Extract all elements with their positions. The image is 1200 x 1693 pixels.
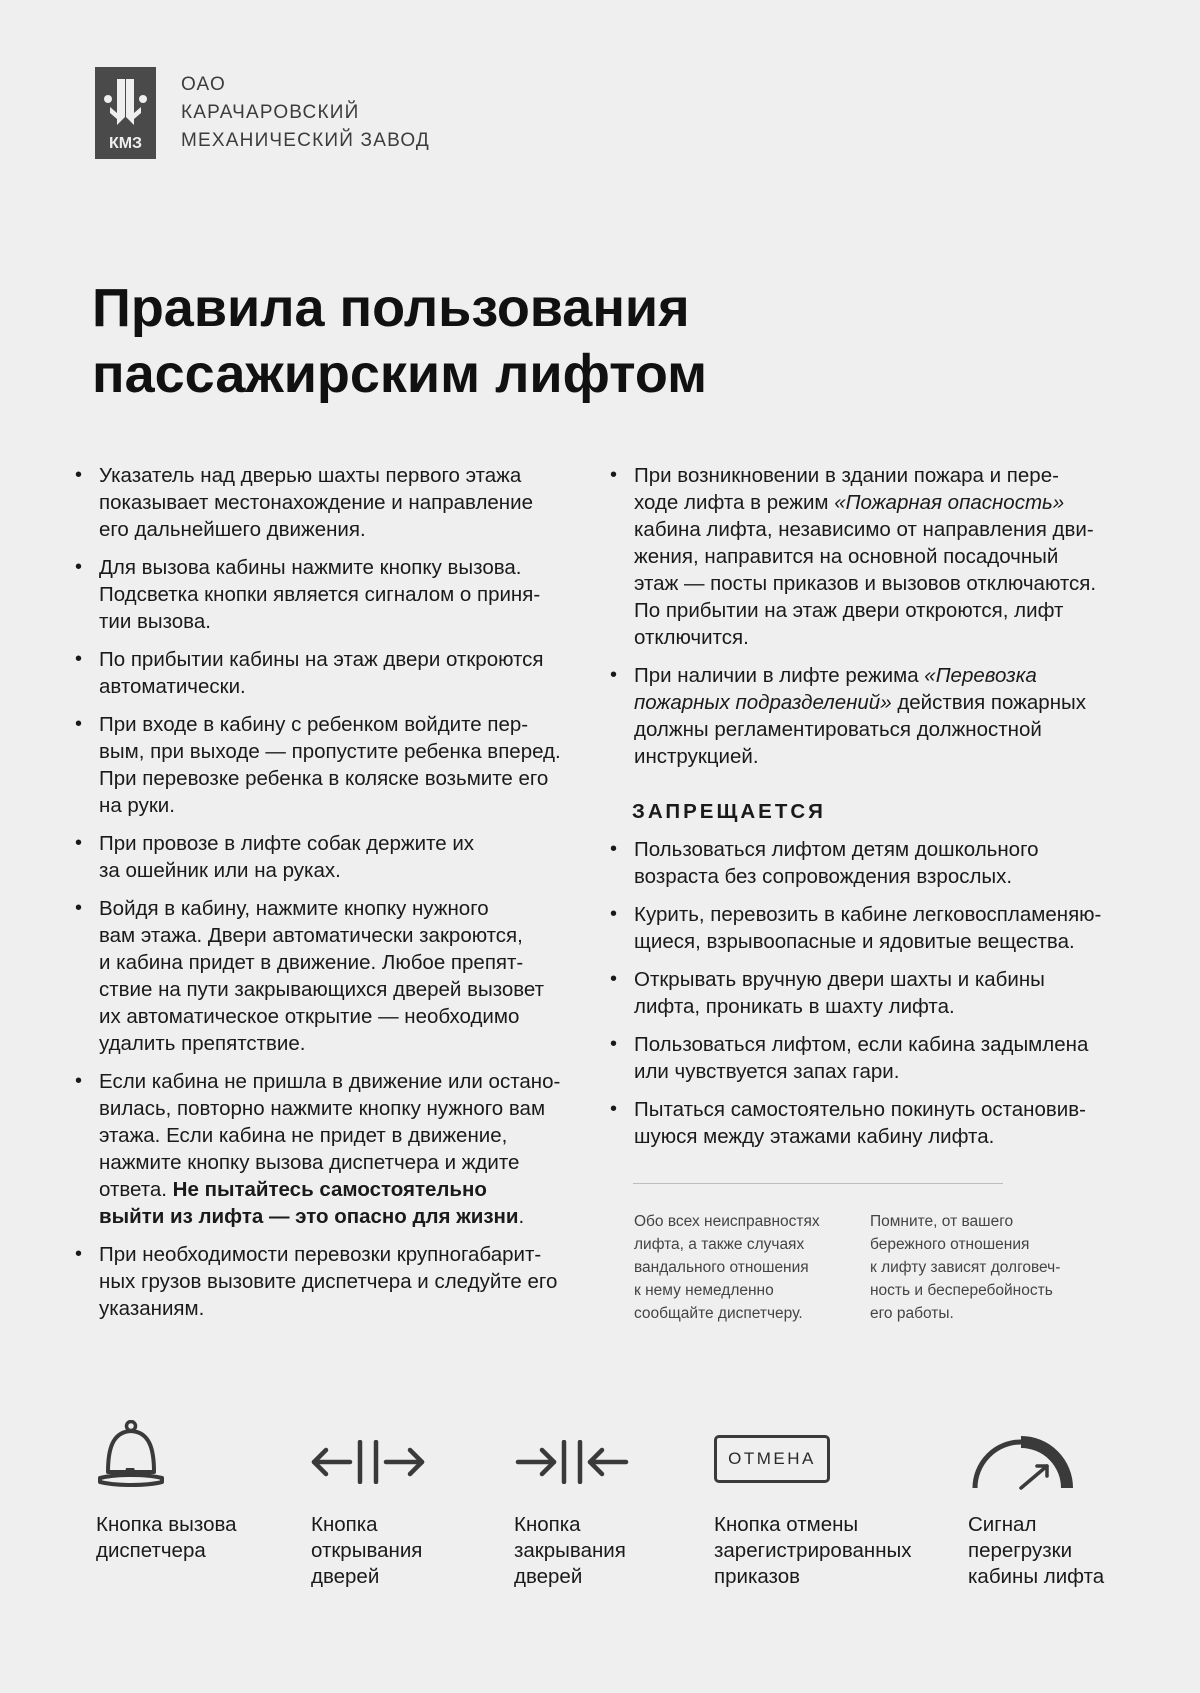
doors-close-icon xyxy=(514,1440,630,1489)
forbidden-item: • Пользоваться лифтом детям дошкольного возраста без сопровождения взрослых. xyxy=(610,836,1120,890)
forbidden-list xyxy=(610,836,1120,1150)
page-title xyxy=(92,275,707,407)
rules-right-column xyxy=(610,462,1120,1161)
rule-item: • При необходимости перевозки крупногабарит- ных грузов вызовите диспетчера и следуйте его указаниям. xyxy=(75,1241,595,1322)
rule-item-fire: • При возникновении в здании пожара и пере- ходе лифта в режим «Пожарная опасность» кабина лифта, независимо от направления дви- жения, направится на основной посадочный этаж — посты приказов и вызовов отключаются. По прибытии на этаж двери откроются, лифт отключится. xyxy=(610,462,1120,651)
header xyxy=(95,67,430,159)
bell-icon xyxy=(96,1420,166,1497)
title-line: Правила пользования xyxy=(92,278,690,338)
rule-item: • Для вызова кабины нажмите кнопку вызова. Подсветка кнопки является сигналом о приня- тии вызова. xyxy=(75,554,595,635)
fire-rules-list xyxy=(610,462,1120,770)
company-line: ОАО xyxy=(181,74,226,95)
bell-label: Кнопка вызова диспетчера xyxy=(96,1513,237,1562)
overload-label: Сигнал перегрузки кабины лифта xyxy=(968,1513,1105,1588)
overload-gauge-icon xyxy=(967,1428,1075,1495)
note-careful-use: Помните, от вашего бережного отношения к лифту зависят долговеч- ность и бесперебойность его работы. xyxy=(870,1213,1061,1322)
rules-left-column xyxy=(75,462,595,1333)
cancel-box-text: ОТМЕНА xyxy=(714,1435,830,1483)
forbidden-item: • Пользоваться лифтом, если кабина задымлена или чувствуется запах гари. xyxy=(610,1031,1120,1085)
rules-list xyxy=(75,462,595,1057)
rule-item: • Если кабина не пришла в движение или остано- вилась, повторно нажмите кнопку нужного вам этажа. Если кабина не придет в движение, нажмите кнопку вызова диспетчера и ждите ответа. Не пытайтесь самостоятельно выйти из лифта — это опасно для жизни. xyxy=(75,1068,595,1230)
forbidden-item: • Курить, перевозить в кабине легковоспламеняю- щиеся, взрывоопасные и ядовитые вещества. xyxy=(610,901,1120,955)
rule-item: • Указатель над дверью шахты первого этажа показывает местонахождение и направление его дальнейшего движения. xyxy=(75,462,595,543)
doors-open-label: Кнопка открывания дверей xyxy=(311,1513,423,1588)
doors-close-label: Кнопка закрывания дверей xyxy=(514,1513,626,1588)
rules-list-tail xyxy=(75,1068,595,1322)
cancel-button-icon xyxy=(714,1435,830,1483)
title-line: пассажирским лифтом xyxy=(92,344,708,404)
doors-open-icon xyxy=(310,1440,426,1489)
rule-item: • При входе в кабину с ребенком войдите пер- вым, при выходе — пропустите ребенка вперед. При перевозке ребенка в коляске возьмите его на руки. xyxy=(75,711,595,819)
company-line: МЕХАНИЧЕСКИЙ ЗАВОД xyxy=(181,130,430,151)
company-logo xyxy=(95,67,156,159)
cancel-label: Кнопка отмены зарегистрированных приказов xyxy=(714,1513,912,1588)
company-name xyxy=(181,71,430,155)
rule-item: • При провозе в лифте собак держите их за ошейник или на руках. xyxy=(75,830,595,884)
note-report-faults: Обо всех неисправностях лифта, а также случаях вандального отношения к нему немедленно сообщайте диспетчеру. xyxy=(634,1213,820,1322)
forbidden-heading: ЗАПРЕЩАЕТСЯ xyxy=(632,800,826,823)
forbidden-item: • Пытаться самостоятельно покинуть остановив- шуюся между этажами кабину лифта. xyxy=(610,1096,1120,1150)
rule-item: • Войдя в кабину, нажмите кнопку нужного вам этажа. Двери автоматически закроются, и кабина придет в движение. Любое препят- ствие на пути закрывающихся дверей вызовет их автоматическое открытие — необходимо удалить препятствие. xyxy=(75,895,595,1057)
rule-item: • По прибытии кабины на этаж двери откроются автоматически. xyxy=(75,646,595,700)
warning-text: выйти из лифта — это опасно для жизни xyxy=(99,1205,519,1228)
logo-text: КМЗ xyxy=(108,135,143,152)
rule-item-firefighters: • При наличии в лифте режима «Перевозка пожарных подразделений» действия пожарных должны регламентироваться должностной инструкцией. xyxy=(610,662,1120,770)
company-line: КАРАЧАРОВСКИЙ xyxy=(181,102,360,123)
forbidden-item: • Открывать вручную двери шахты и кабины лифта, проникать в шахту лифта. xyxy=(610,966,1120,1020)
notes-divider xyxy=(633,1183,1003,1184)
warning-text: Не пытайтесь самостоятельно xyxy=(172,1178,487,1201)
